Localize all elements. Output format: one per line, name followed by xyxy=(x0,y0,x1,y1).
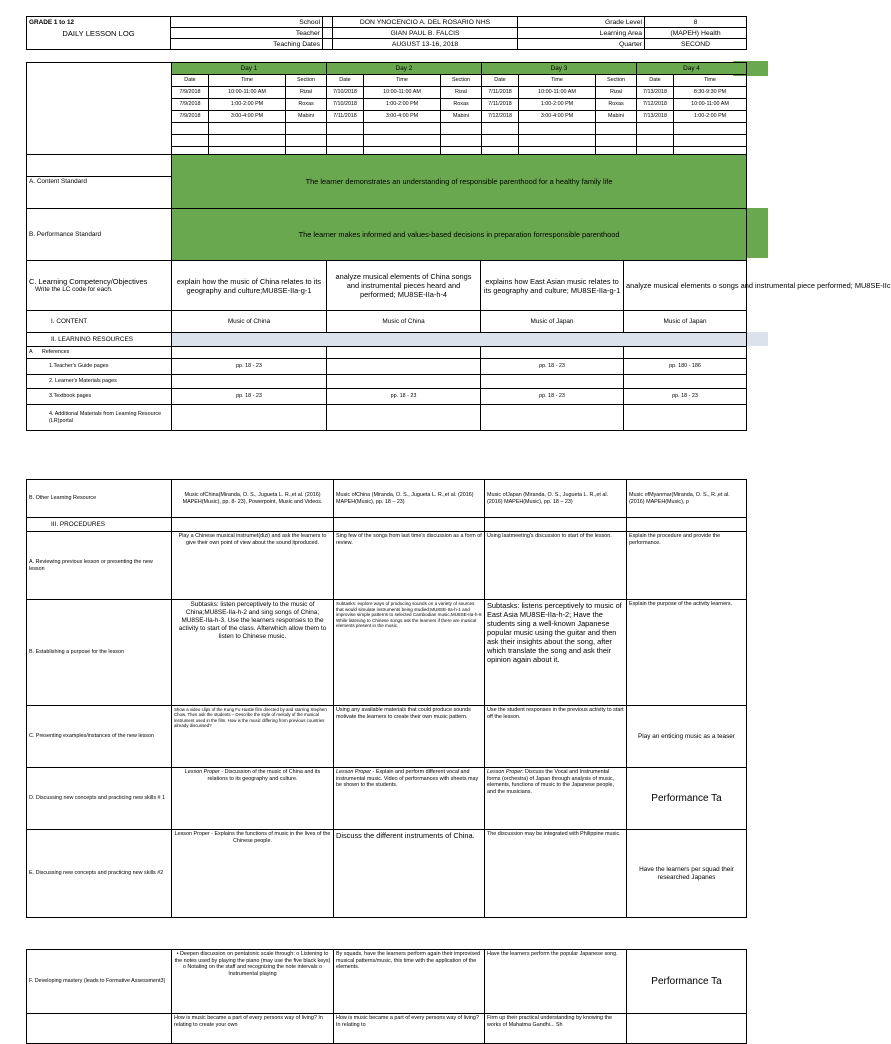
schedule-cell: 1:00-2:00 PM xyxy=(519,99,596,111)
tg-day3: pp. 18 - 23 xyxy=(481,359,624,375)
references-cell xyxy=(27,347,172,359)
other-resources-label: B. Other Learning Resource xyxy=(27,480,172,518)
col-time: Time xyxy=(519,75,596,87)
lesson-proper-label: Lesson Proper: xyxy=(487,769,524,775)
lesson-proper-label: Lesson Proper xyxy=(184,769,220,775)
proc-e-label: E. Discussing new concepts and practicing new skills #2 xyxy=(27,830,172,918)
schedule-cell: Mabini xyxy=(286,111,327,123)
content-label: I. CONTENT xyxy=(27,311,172,333)
day2-header: Day 2 xyxy=(327,63,482,75)
proc-e-day1: Lesson Proper - Explains the functions of music in the lives of the Chinese people. xyxy=(172,830,334,918)
header-table xyxy=(26,16,747,50)
proc-c-day3: Use the student responses in the previous activity to start off the lesson. xyxy=(485,706,627,768)
schedule-cell: 8:30-9:30 PM xyxy=(674,87,747,99)
references-prefix: A xyxy=(29,349,33,356)
tg-day4: pp. 180 - 186 xyxy=(624,359,747,375)
proc-d-label: D. Discussing new concepts and practicing new skills # 1 xyxy=(27,768,172,830)
procedures-table xyxy=(26,479,747,918)
proc-f-label: F. Developing mastery (leads to Formative Assessment3) xyxy=(27,950,172,1014)
schedule-cell: Mabini xyxy=(441,111,482,123)
proc-c-day1: Show a video clips of the Kung Fu Hustle film directed by and starring Stephen Chow. Then ask the students – Describe the style of melody of the musical instrument used in the film. How is the music differing from previous countries already discussed? xyxy=(172,706,334,768)
schedule-cell: 7/11/2018 xyxy=(327,111,364,123)
proc-b-label: B. Establishing a purpose for the lesson xyxy=(27,600,172,706)
content-day1: Music of China xyxy=(172,311,327,333)
content-day3: Music of Japan xyxy=(481,311,624,333)
col-date: Date xyxy=(327,75,364,87)
col-section: Section xyxy=(286,75,327,87)
log-title: DAILY LESSON LOG xyxy=(62,29,135,38)
proc-f-day2: By squads, have the learners perform again their improvised musical patterns/music, this time with the application of the elements. xyxy=(334,950,485,1014)
competency-sublabel: Write the LC code for each. xyxy=(35,286,113,293)
tb-day3: pp. 18 - 23 xyxy=(481,389,624,405)
references-label: References xyxy=(41,349,70,356)
proc-a-day4: Explain the procedure and provide the performance. xyxy=(627,532,747,600)
tb-day4: pp. 18 - 23 xyxy=(624,389,747,405)
col-date: Date xyxy=(637,75,674,87)
dates-label: Teaching Dates xyxy=(171,39,323,50)
lesson-proper-label: Lesson Proper xyxy=(336,769,372,775)
col-date: Date xyxy=(482,75,519,87)
col-time: Time xyxy=(674,75,747,87)
schedule-cell: 7/12/2018 xyxy=(637,99,674,111)
proc-a-day2: Sing few of the songs from last time's discussion as a form of review. xyxy=(334,532,485,600)
proc-c-day4: Play an enticing music as a teaser xyxy=(627,706,747,768)
schedule-cell: Roxas xyxy=(286,99,327,111)
additional-label: 4. Additional Materials from Learning Resource (LR)portal xyxy=(27,405,172,431)
schedule-cell: 10:00-11:00 AM xyxy=(364,87,441,99)
resources-label: II. LEARNING RESOURCES xyxy=(27,333,172,347)
schedule-cell: 10:00-11:00 AM xyxy=(674,99,747,111)
tg-day1: pp. 18 - 23 xyxy=(172,359,327,375)
schedule-cell: Rizal xyxy=(596,87,637,99)
quarter-label: Quarter xyxy=(518,39,645,50)
proc-b-day1: Subtasks: listen perceptively to the music of China;MU8SE-IIa-h-2 and sing songs of China; MU8SE-IIa-h-3. Use the learners responses to the activity to start of the class. Afterwhich allow them to listen to Chinese music. xyxy=(172,600,334,706)
teacher-label: Teacher xyxy=(171,28,323,39)
schedule-cell: Mabini xyxy=(596,111,637,123)
day4-header: Day 4 xyxy=(637,63,747,75)
performance-standard-label: B. Performance Standard xyxy=(27,209,172,261)
schedule-cell: 7/13/2018 xyxy=(637,111,674,123)
other-resources-day3: Music ofJapan (Miranda, O. S., Jugueta L. R.,et al. (2016) MAPEH(Music), pp. 18 – 23) xyxy=(485,480,627,518)
procedures-table-continued xyxy=(26,949,747,1044)
schedule-cell: 7/11/2018 xyxy=(482,99,519,111)
schedule-cell: 7/11/2018 xyxy=(482,87,519,99)
proc-d-day2 xyxy=(334,768,485,830)
schedule-cell: 7/10/2018 xyxy=(327,99,364,111)
proc-c-label: C. Presenting examples/instances of the new lesson xyxy=(27,706,172,768)
proc-d-day1-text: - Discussion of the music of China and its relations to its geography and culture. xyxy=(207,769,321,782)
day3-header: Day 3 xyxy=(482,63,637,75)
proc-a-day3: Using lastmeeting's discussion to start of the lesson. xyxy=(485,532,627,600)
proc-f-day1: • Deepen discussion on pentatonic scale through: o Listening to the notes used by playing the piano (may use the five black keys) o Notating on the staff and recognizing the note intervals o Instrumental playing xyxy=(172,950,334,1014)
schedule-cell: Roxas xyxy=(596,99,637,111)
teacher-value: GIAN PAUL B. FALCIS xyxy=(333,28,518,39)
content-standard-text: The learner demonstrates an understanding of responsible parenthood for a healthy family life xyxy=(172,155,747,209)
competency-day4: analyze musical elements o songs and instrumental piece performed; MU8SE-IIc xyxy=(624,261,747,311)
proc-b-day2: Subtasks: explore ways of producing sounds on a variety of sources that would simulate instruments being studied;MU8SE-IIa-h-1 and improvise simple patterns to selected Cambodian music.MU8SE-IIa-h-8 While listening to Chinese songs ask the learners if there are musical elements present in the music. xyxy=(334,600,485,706)
proc-e-day3: The discussion may be integrated with Philippine music. xyxy=(485,830,627,918)
competency-cell xyxy=(27,261,172,311)
other-resources-day2: Music ofChina (Miranda, O. S., Jugueta L. R.,et al. (2016) MAPEH(Music), pp. 18 – 23) xyxy=(334,480,485,518)
schedule-cell: 7/12/2018 xyxy=(482,111,519,123)
tb-day1: pp. 18 - 23 xyxy=(172,389,327,405)
grade-cell xyxy=(27,17,171,50)
proc-e-day2: Discuss the different instruments of China. xyxy=(334,830,485,918)
proc-b-day4: Explain the purpose of the activity learners. xyxy=(627,600,747,706)
schedule-cell: 1:00-2:00 PM xyxy=(674,111,747,123)
grade-label: GRADE 1 to 12 xyxy=(29,19,75,26)
school-value: DON YNOCENCIO A. DEL ROSARIO NHS xyxy=(333,17,518,28)
proc-a-day1: Play a Chinese musical instrumet(dizi) and ask the learners to give their own point of view about the sound itproduced. xyxy=(172,532,334,600)
school-label: School xyxy=(171,17,323,28)
proc-e-day4: Have the learners per squad their researched Japanes xyxy=(627,830,747,918)
proc-b-day3: Subtasks: listens perceptively to music of East Asia MU8SE-IIa-h-2; Have the students sing a well-known Japanese popular music using the guitar and then ask their insights about the song, after which translate the song and ask their opinion again about it. xyxy=(485,600,627,706)
col-section: Section xyxy=(596,75,637,87)
schedule-cell: 7/9/2018 xyxy=(172,99,209,111)
dates-value: AUGUST 13-16, 2018 xyxy=(333,39,518,50)
schedule-cell: 3:00-4:00 PM xyxy=(364,111,441,123)
schedule-cell: 1:00-2:00 PM xyxy=(209,99,286,111)
proc-g-day1: How is music became a part of every persons way of living? In relating to create your own xyxy=(172,1014,334,1044)
proc-d-day3-text: Discuss the Vocal and Instrumental forms (orchestra) of Japan through analysis of music, elements, functions of music to the Japanese people, and the musicians. xyxy=(487,769,615,795)
schedule-cell: Roxas xyxy=(441,99,482,111)
performance-standard-text: The learner makes informed and values-based decisions in preparation forresponsible parenthood xyxy=(172,209,747,261)
schedule-cell: 7/9/2018 xyxy=(172,111,209,123)
col-section: Section xyxy=(441,75,482,87)
tg-label: 1.Teacher's Guide pages xyxy=(27,359,172,375)
other-resources-day4: Music ofMyanmar(Miranda, O. S., R.,et al. (2016) MAPEH(Music), p xyxy=(627,480,747,518)
quarter-value: SECOND xyxy=(645,39,747,50)
schedule-cell: 10:00-11:00 AM xyxy=(519,87,596,99)
proc-d-day3 xyxy=(485,768,627,830)
schedule-cell: 1:00-2:00 PM xyxy=(364,99,441,111)
learning-area-label: Learning Area xyxy=(518,28,645,39)
proc-a-label: A. Reviewing previous lesson or presenting the new lesson xyxy=(27,532,172,600)
learning-area-value: (MAPEH) Health xyxy=(645,28,747,39)
proc-g-day2: How is music became a part of every persons way of living? In relating to xyxy=(334,1014,485,1044)
col-time: Time xyxy=(209,75,286,87)
schedule-cell: 10:00-11:00 AM xyxy=(209,87,286,99)
schedule-cell: 7/13/2018 xyxy=(637,87,674,99)
col-time: Time xyxy=(364,75,441,87)
proc-d-day2-text: - Explain and perform different vocal and instrumental music. Video of performances with sheets may be shown to the students. xyxy=(336,769,479,789)
proc-f-day4: Performance Ta xyxy=(627,950,747,1014)
schedule-cell: 7/10/2018 xyxy=(327,87,364,99)
competency-day3: explains how East Asian music relates to its geography and culture; MU8SE-IIa-g-1 xyxy=(481,261,624,311)
other-resources-day1: Music ofChina(Miranda, O. S., Jugueta L. R.,et al. (2016) MAPEH(Music), pp. 8- 23), Powerpoint, Music and Videos. xyxy=(172,480,334,518)
proc-c-day2: Using any available materials that could produce sounds motivate the learners to create their own music pattern. xyxy=(334,706,485,768)
competency-label: C. Learning Competency/Objectives xyxy=(29,277,148,286)
schedule-cell: 3:00-4:00 PM xyxy=(209,111,286,123)
grade-level-label: Grade Level xyxy=(518,17,645,28)
day1-header: Day 1 xyxy=(172,63,327,75)
content-day4: Music of Japan xyxy=(624,311,747,333)
schedule-cell: 7/9/2018 xyxy=(172,87,209,99)
schedule-cell: Rizal xyxy=(286,87,327,99)
proc-g-day3: Firm up their practical understanding by knowing the works of Mahatma Gandhi... Sh xyxy=(485,1014,627,1044)
schedule-cell: Rizal xyxy=(441,87,482,99)
procedures-label: III. PROCEDURES xyxy=(27,518,172,532)
lm-label: 2. Learner's Materials pages xyxy=(27,375,172,389)
tb-day2: pp. 18 - 23 xyxy=(327,389,481,405)
tb-label: 3.Textbook pages xyxy=(27,389,172,405)
competency-day2: analyze musical elements of China songs and instrumental pieces heard and performed; MU8SE-IIa-h-4 xyxy=(327,261,481,311)
proc-d-day1 xyxy=(172,768,334,830)
standards-table xyxy=(26,154,891,431)
col-date: Date xyxy=(172,75,209,87)
proc-f-day3: Have the learners perform the popular Japanese song. xyxy=(485,950,627,1014)
proc-d-day4: Performance Ta xyxy=(627,768,747,830)
content-day2: Music of China xyxy=(327,311,481,333)
content-standard-label: A. Content Standard xyxy=(27,155,172,209)
competency-day1: explain how the music of China relates to its geography and culture;MU8SE-IIa-g-1 xyxy=(172,261,327,311)
schedule-cell: 3:00-4:00 PM xyxy=(519,111,596,123)
grade-level-value: 8 xyxy=(645,17,747,28)
